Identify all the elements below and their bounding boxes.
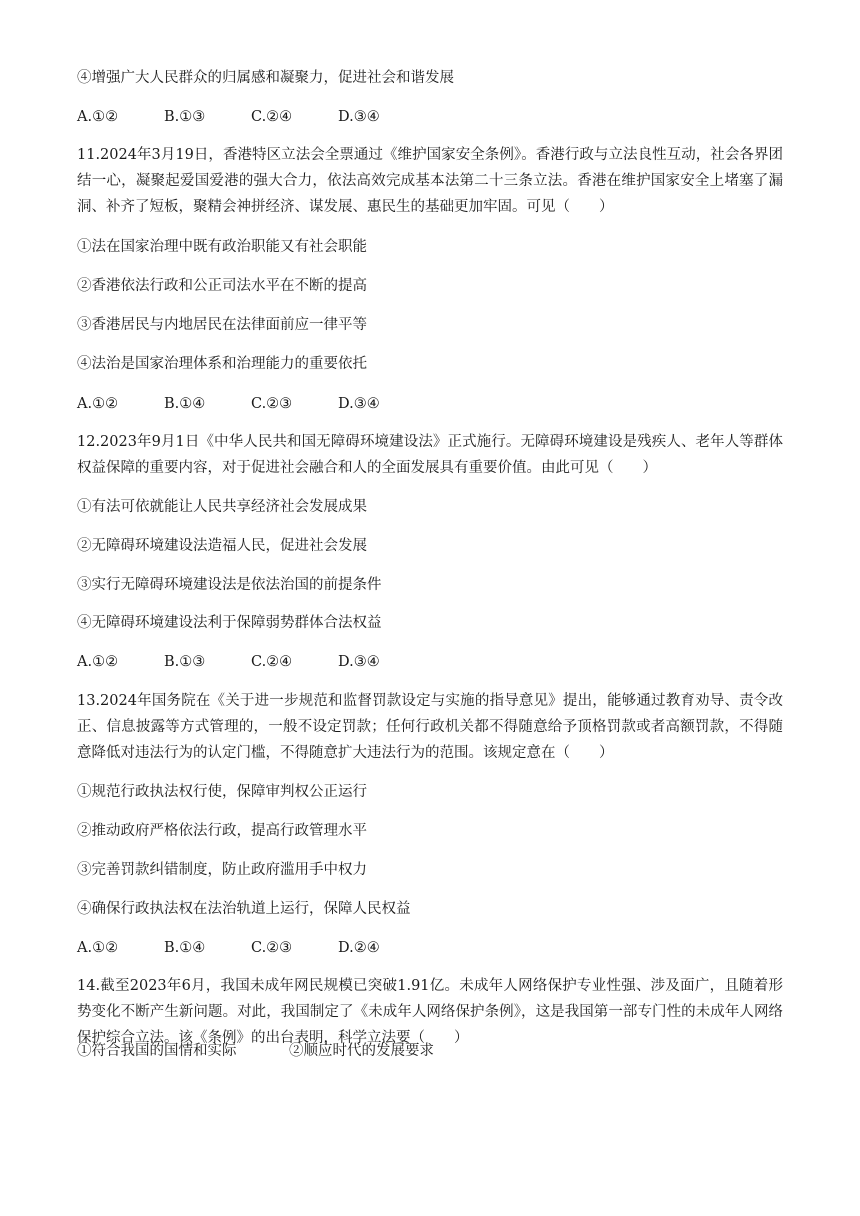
q14-option-1: ①符合我国的国情和实际 (77, 1043, 237, 1059)
q10-choice-a: A.①② (77, 109, 119, 125)
q12-stem: 12.2023年9月1日《中华人民共和国无障碍环境建设法》正式施行。无障碍环境建设是残疾人、老年人等群体权益保障的重要内容，对于促进社会融合和人的全面发展具有重要价值。由此可见（ ） (77, 434, 783, 476)
q13-choice-a: A.①② (77, 940, 119, 956)
q10-choices (77, 107, 425, 127)
q11-stem: 11.2024年3月19日，香港特区立法会全票通过《维护国家安全条例》。香港行政与立法良性互动，社会各界团结一心，凝聚起爱国爱港的强大合力，依法高效完成基本法第二十三条立法。香港在维护国家安全上堵塞了漏洞、补齐了短板，聚精会神拼经济、谋发展、惠民生的基础更加牢固。可见（ ） (77, 147, 783, 215)
q13-choices (77, 938, 425, 958)
q12-option-3: ③实行无障碍环境建设法是依法治国的前提条件 (77, 577, 382, 593)
q11-choice-d: D.③④ (338, 396, 380, 412)
q11-option-4: ④法治是国家治理体系和治理能力的重要依托 (77, 356, 367, 372)
q13-stem: 13.2024年国务院在《关于进一步规范和监督罚款设定与实施的指导意见》提出，能够通过教育劝导、责令改正、信息披露等方式管理的，一般不设定罚款；任何行政机关都不得随意给予顶格罚款或者高额罚款，不得随意降低对违法行为的认定门槛，不得随意扩大违法行为的范围。该规定意在（ ） (77, 693, 783, 761)
q12-option-4: ④无障碍环境建设法利于保障弱势群体合法权益 (77, 615, 382, 631)
q11-choices (77, 394, 425, 414)
q12-choice-a: A.①② (77, 654, 119, 670)
q11-option-2: ②香港依法行政和公正司法水平在不断的提高 (77, 278, 367, 294)
q11-choice-b: B.①④ (164, 396, 206, 412)
q14-option-2: ②顺应时代的发展要求 (289, 1043, 434, 1059)
q13-choice-d: D.②④ (338, 940, 380, 956)
q14-options-row (77, 1041, 434, 1061)
q10-choice-c: C.②④ (251, 109, 293, 125)
q10-option-4: ④增强广大人民群众的归属感和凝聚力，促进社会和谐发展 (77, 70, 454, 86)
q13-choice-c: C.②③ (251, 940, 293, 956)
q11-choice-c: C.②③ (251, 396, 293, 412)
q13-choice-b: B.①④ (164, 940, 206, 956)
q12-option-1: ①有法可依就能让人民共享经济社会发展成果 (77, 499, 367, 515)
q14-stem: 14.截至2023年6月，我国未成年网民规模已突破1.91亿。未成年人网络保护专业性强、涉及面广，且随着形势变化不断产生新问题。对此，我国制定了《未成年人网络保护条例》，这是我国第一部专门性的未成年人网络保护综合立法。该《条例》的出台表明，科学立法要（ ） (77, 978, 783, 1046)
q12-choices (77, 652, 425, 672)
q12-choice-b: B.①③ (164, 654, 206, 670)
q13-option-2: ②推动政府严格依法行政，提高行政管理水平 (77, 823, 367, 839)
q11-option-1: ①法在国家治理中既有政治职能又有社会职能 (77, 239, 367, 255)
q10-choice-b: B.①③ (164, 109, 206, 125)
q12-choice-d: D.③④ (338, 654, 380, 670)
q13-option-4: ④确保行政执法权在法治轨道上运行，保障人民权益 (77, 901, 411, 917)
q11-choice-a: A.①② (77, 396, 119, 412)
q13-option-3: ③完善罚款纠错制度，防止政府滥用手中权力 (77, 862, 367, 878)
q12-option-2: ②无障碍环境建设法造福人民，促进社会发展 (77, 538, 367, 554)
q13-option-1: ①规范行政执法权行使，保障审判权公正运行 (77, 784, 367, 800)
q10-choice-d: D.③④ (338, 109, 380, 125)
q12-choice-c: C.②④ (251, 654, 293, 670)
q11-option-3: ③香港居民与内地居民在法律面前应一律平等 (77, 317, 367, 333)
